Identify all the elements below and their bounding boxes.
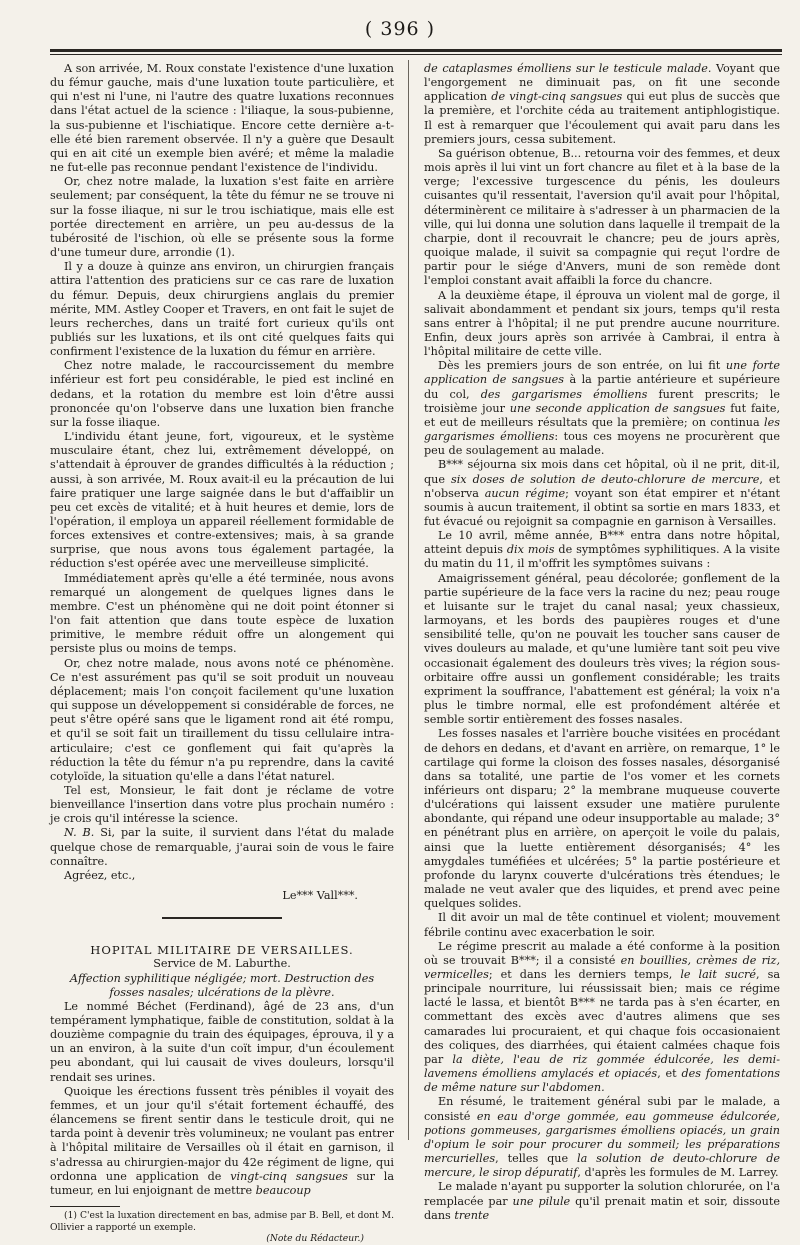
- header-rule-thin: [50, 54, 782, 55]
- paragraph: A son arrivée, M. Roux constate l'existence d'une luxation du fémur gauche, mais d'une luxation toute particulière, et qui n'est ni l'une, ni l'autre des quatre luxations reconnues dans l'état actuel de la science : l'iliaque, la sous-pubienne, la sus-pubienne et l'ischiatique. Encore cette dernière a-t-elle été bien rarement observée. Il n'y a guère que Desault qui en ait cité un exemple bien avéré; et même la maladie ne fut-elle pas reconnue pendant l'existence de l'individu.: [50, 62, 394, 175]
- paragraph: Il y a douze à quinze ans environ, un chirurgien français attira l'attention des praticiens sur ce cas rare de luxation du fémur. Depuis, deux chirurgiens anglais du premier mérite, MM. Astley Cooper et Travers, en ont fait le sujet de leurs recherches, dans un traité fort curieux qu'ils ont publiés sur les luxations, et ils ont cité quelques faits qui confirment l'existence de la luxation du fémur en arrière.: [50, 260, 394, 359]
- paragraph: Sa guérison obtenue, B... retourna voir des femmes, et deux mois après il lui vint un fort chancre au filet et à la base de la verge; l'excessive turgescence du pénis, les douleurs cuisantes qu'il ressentait, l'aversion qu'il avait pour l'hôpital, déterminèrent ce militaire à s'adresser à un pharmacien de la ville, qui lui donna une solution dans laquelle il trempait de la charpie, dont il recouvrait le chancre; peu de jours après, quoique malade, il suivit sa compagnie qui reçut l'ordre de partir pour le siége d'Anvers, muni de son remède dont l'emploi constant avait affaibli la force du chancre.: [424, 146, 780, 288]
- section-rule: [162, 917, 282, 919]
- footnote: (1) C'est la luxation directement en bas, admise par B. Bell, et dont M. Ollivier a rapporté un exemple. (Note du Rédacteur.): [50, 1210, 394, 1245]
- paragraph: Dès les premiers jours de son entrée, on lui fit une forte application de sangsues à la partie antérieure et supérieure du col, des gargarismes émolliens furent prescrits; le troisième jour une seconde application de sangsues fut faite, et eut de meilleurs résultats que la première; on continua les gargarismes émolliens: tous ces moyens ne procurèrent que peu de soulagement au malade.: [424, 359, 781, 458]
- paragraph: Agréez, etc.,: [64, 868, 136, 882]
- service-line: Service de M. Laburthe.: [153, 957, 291, 971]
- paragraph: En résumé, le traitement général subi par le malade, a consisté en eau d'orge gommée, eau gommeuse édulcorée, potions gommeuses, gargarismes émolliens opiacés, un grain d'opium le soir pour procurer du sommeil; les préparations mercurielles, telles que la solution de deuto-chlorure de mercure, le sirop dépuratif, d'après les formules de M. Larrey.: [424, 1095, 780, 1180]
- case-title: Affection syphilitique négligée; mort. Destruction des fosses nasales; ulcérations de la plèvre.: [69, 971, 375, 999]
- paragraph: Le malade n'ayant pu supporter la solution chlorurée, on l'a remplacée par une pilule qu'il prenait matin et soir, dissoute dans trente: [424, 1180, 780, 1222]
- paragraph: Quoique les érections fussent très pénibles il voyait des femmes, et un jour qu'il s'était fortement échauffé, des élancemens se firent sentir dans le testicule droit, qui ne tarda point à devenir très volumineux; ne voulant pas entrer à l'hôpital militaire de Versailles où il était en garnison, il s'adressa au chirurgien-major du 42e régiment de ligne, qui ordonna une application de vingt-cinq sangsues sur la tumeur, en lui enjoignant de mettre beaucoup: [50, 1084, 395, 1197]
- paragraph: Amaigrissement général, peau décolorée; gonflement de la partie supérieure de la face vers la racine du nez; peau rouge et luisante sur le trajet du canal nasal; yeux chassieux, larmoyans, et les bords des paupières rouges et d'une sensibilité telle, qu'on ne pouvait les toucher sans causer de vives douleurs au malade, et qu'une lumière tant soit peu vive occasionait également des douleurs très vives; la région sous-orbitaire offre aussi un gonflement considérable; les traits expriment la souffrance, l'abattement est général; la voix n'a plus le timbre normal, elle est profondément altérée et semble sortir entièrement des fosses nasales.: [424, 571, 780, 727]
- paragraph: de cataplasmes émolliens sur le testicule malade. Voyant que l'engorgement ne diminuait pas, on fit une seconde application de vingt-cinq sangsues qui eut plus de succès que la première, et l'orchite céda au traitement antiphlogistique. Il est à remarquer que l'écoulement qui avait paru dans les premiers jours, cessa subitement.: [424, 62, 780, 146]
- paragraph: Chez notre malade, le raccourcissement du membre inférieur est fort peu considérable, le pied est incliné en dedans, et la rotation du membre est loin d'être aussi prononcée qu'on l'observe dans une luxation bien franche sur la fosse iliaque.: [50, 359, 394, 429]
- paragraph: Or, chez notre malade, la luxation s'est faite en arrière seulement; par conséquent, la tête du fémur ne se trouve ni sur la fosse iliaque, ni sur le trou ischiatique, mais elle est portée directement en arrière, un peu au-dessus de la tubérosité de l'ischion, où elle se présente sous la forme d'une tumeur dure, arrondie (1).: [50, 175, 394, 260]
- paragraph: A la deuxième étape, il éprouva un violent mal de gorge, il salivait abondamment et pendant six jours, temps qu'il resta sans entrer à l'hôpital; il ne put prendre aucune nourriture. Enfin, deux jours après son arrivée à Cambrai, il entra à l'hôpital militaire de cette ville.: [424, 288, 780, 359]
- section-heading: HOPITAL MILITAIRE DE VERSAILLES.: [90, 943, 354, 958]
- paragraph: Le régime prescrit au malade a été conforme à la position où se trouvait B***; il a consisté en bouillies, crèmes de riz, vermicelles; et dans les derniers temps, le lait sucré, sa principale nourriture, lui réussissait bien; mais ce régime lacté le lassa, et bientôt B*** ne tarda pas à s'en écarter, en commettant des excès avec d'autres alimens que ses camarades lui procuraient, et qui chaque fois occasionaient des coliques, des diarrhées, qui étaient calmées chaque fois par la diète, l'eau de riz gommée édulcorée, les demi-lavemens émolliens amylacés et opiacés, et des fomentations de même nature sur l'abdomen.: [424, 939, 781, 1095]
- nb-label: N. B.: [64, 826, 95, 840]
- paragraph: Le nommé Béchet (Ferdinand), âgé de 23 ans, d'un tempérament lymphatique, faible de constitution, soldat à la douzième compagnie du train des équipages, éprouva, il y a un an environ, à la suite d'un coït impur, d'un écoulement peu abondant, qui lui causait de vives douleurs, lorsqu'il rendait ses urines.: [50, 999, 394, 1084]
- paragraph: Tel est, Monsieur, le fait dont je réclame de votre bienveillance l'insertion dans votre plus prochain numéro : je crois qu'il intéresse la science.: [50, 783, 394, 826]
- paragraph: Immédiatement après qu'elle a été terminée, nous avons remarqué un alongement de quelques lignes dans le membre. C'est un phénomène qui ne doit point étonner si l'on fait attention que dans toute espèce de luxation primitive, le membre réduit offre un alongement qui persiste plus ou moins de temps.: [50, 571, 394, 656]
- paragraph: [50, 826, 394, 868]
- footnote-rule: [50, 1206, 120, 1207]
- nb-text: Si, par la suite, il survient dans l'état du malade quelque chose de remarquable, j'aurai soin de vous le faire connaître.: [50, 826, 394, 868]
- header-rule-thick: [50, 49, 782, 52]
- left-column: [50, 62, 394, 1245]
- page-number: ( 396 ): [364, 18, 436, 40]
- right-column: [424, 62, 780, 1223]
- paragraph: Or, chez notre malade, nous avons noté ce phénomène. Ce n'est assurément pas qu'il se soit produit un nouveau déplacement; mais l'on conçoit facilement qu'une luxation qui suppose un développement si considérable de forces, ne peut s'être opéré sans que le ligament rond ait été rompu, et qu'il se soit fait un tiraillement du tissu cellulaire intra-articulaire; c'est ce gonflement qui fait qu'après la réduction la tête du fémur n'a pu reprendre, dans la cavité cotyloïde, la situation qu'elle a dans l'état naturel.: [50, 656, 394, 783]
- paragraph: L'individu étant jeune, fort, vigoureux, et le système musculaire étant, chez lui, extrêmement développé, on s'attendait à éprouver de grandes difficultés à la réduction ; aussi, à son arrivée, M. Roux avait-il eu la précaution de lui faire pratiquer une large saignée dans le but d'affaiblir un peu cet excès de vitalité; et à huit heures et demie, lors de l'opération, il employa un appareil réellement formidable de forces extensives et contre-extensives; mais, à sa grande surprise, que nous avons tous également partagée, la réduction s'est opérée avec une merveilleuse simplicité.: [50, 430, 394, 571]
- paragraph: Le 10 avril, même année, B*** entra dans notre hôpital, atteint depuis dix mois de symptômes syphilitiques. A la visite du matin du 11, il m'offrit les symptômes suivans :: [424, 529, 780, 571]
- signature: Le*** Vall***.: [282, 889, 358, 903]
- paragraph: Il dit avoir un mal de tête continuel et violent; mouvement fébrile continu avec exacerbation le soir.: [424, 911, 780, 939]
- footnote-note: (Note du Rédacteur.): [266, 1233, 364, 1245]
- paragraph: Les fosses nasales et l'arrière bouche visitées en procédant de dehors en dedans, et d'avant en arrière, on remarque, 1° le cartilage qui forme la cloison des fosses nasales, désorganisé dans sa totalité, une partie de l'os vomer et les cornets inférieurs ont disparu; 2° la membrane muqueuse couverte d'ulcérations qui laissent exsuder une matière purulente abondante, qui répand une odeur insupportable au malade; 3° en pénétrant plus en arrière, on aperçoit le voile du palais, ainsi que la luette entièrement désorganisés; 4° les amygdales tuméfiées et ulcérées; 5° la partie postérieure et profonde du larynx couverte d'ulcérations très étendues; le malade ne veut avaler que des liquides, et prend avec peine quelques solides.: [424, 727, 780, 911]
- paragraph: B*** séjourna six mois dans cet hôpital, où il ne prit, dit-il, que six doses de solution de deuto-chlorure de mercure, et n'observa aucun régime; voyant son état empirer et n'étant soumis à aucun traitement, il obtint sa sortie en mars 1833, et fut évacué ou rejoignit sa compagnie en garnison à Versailles.: [424, 458, 781, 528]
- column-divider: [408, 60, 409, 1140]
